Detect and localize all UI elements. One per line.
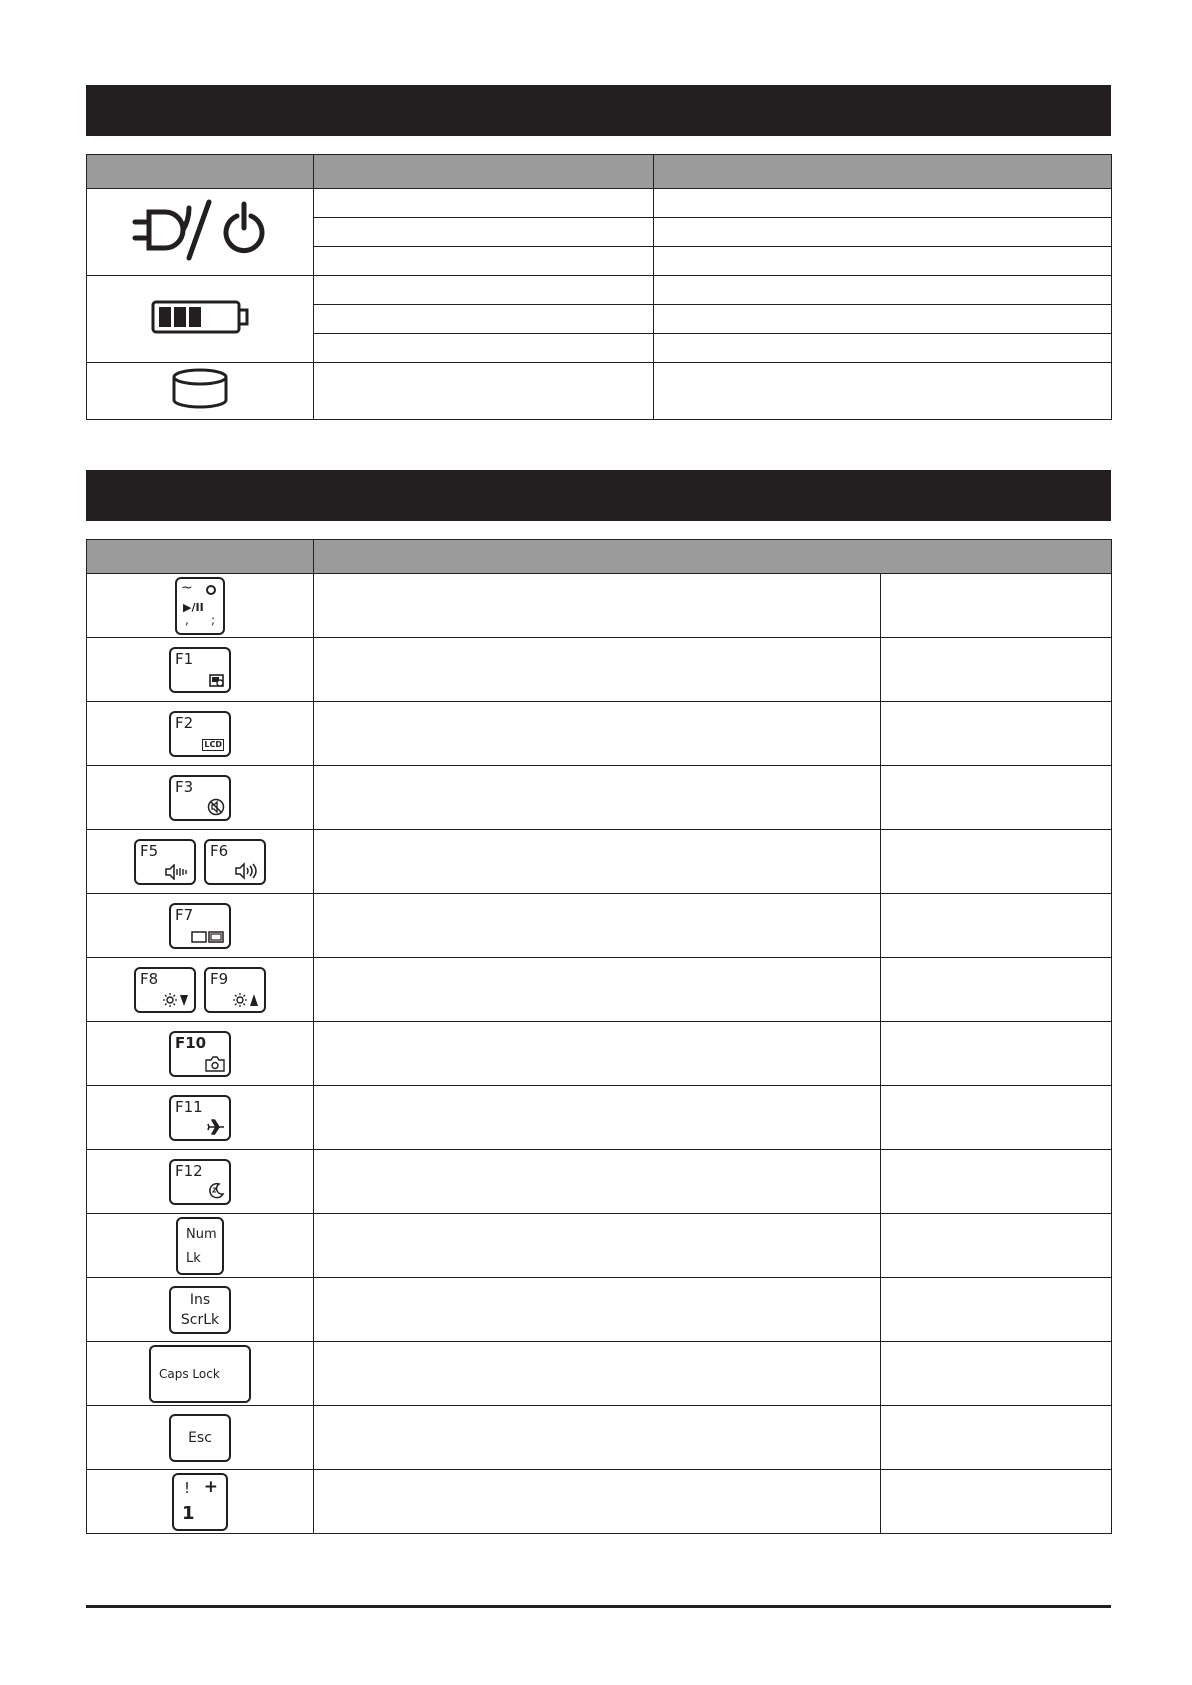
disk-icon-cell <box>87 363 314 420</box>
table-row <box>87 702 1112 766</box>
touchpad-icon <box>209 674 225 688</box>
status-cell <box>314 276 654 305</box>
tilde-media-key: ~ ▶/II , ; <box>175 577 225 635</box>
table-row <box>87 894 1112 958</box>
display-switch-icon <box>191 930 225 944</box>
header-function <box>314 540 1112 574</box>
hotkey-table <box>86 539 1112 1534</box>
description-cell <box>654 247 1112 276</box>
table-row <box>87 1342 1112 1406</box>
header-description <box>654 155 1112 189</box>
dot-icon <box>206 585 216 595</box>
battery-icon-cell <box>87 276 314 363</box>
capslock-key: Caps Lock <box>149 1345 251 1403</box>
status-cell <box>314 363 654 420</box>
f8-key: F8 <box>134 967 196 1013</box>
table-row <box>87 1278 1112 1342</box>
status-cell <box>314 305 654 334</box>
indicator-table <box>86 154 1112 420</box>
hotkey-table-header <box>87 540 1112 574</box>
description-cell <box>654 218 1112 247</box>
airplane-icon <box>207 1118 225 1136</box>
volume-down-icon <box>164 864 190 880</box>
f11-key: F11 <box>169 1095 231 1141</box>
description-cell <box>654 189 1112 218</box>
status-cell <box>314 334 654 363</box>
numlk-key: Num Lk <box>176 1217 224 1275</box>
f2-key: F2 LCD <box>169 711 231 757</box>
header-status <box>314 155 654 189</box>
description-cell <box>654 276 1112 305</box>
table-row <box>87 363 1112 420</box>
volume-up-icon <box>234 862 260 880</box>
description-cell <box>654 334 1112 363</box>
brightness-down-icon <box>162 992 190 1008</box>
brightness-up-icon <box>232 992 260 1008</box>
footer-rule <box>86 1605 1111 1608</box>
sleep-moon-icon <box>207 1182 225 1200</box>
table-row <box>87 1022 1112 1086</box>
f12-key: F12 <box>169 1159 231 1205</box>
semicolon-glyph: ; <box>210 612 215 627</box>
header-key <box>87 540 314 574</box>
f1-key: F1 <box>169 647 231 693</box>
table-row <box>87 574 1112 638</box>
table-row <box>87 189 1112 218</box>
f5-key: F5 <box>134 839 196 885</box>
table-row <box>87 830 1112 894</box>
table-row <box>87 958 1112 1022</box>
table-row <box>87 1086 1112 1150</box>
status-cell <box>314 247 654 276</box>
description-cell <box>654 305 1112 334</box>
table-row <box>87 1214 1112 1278</box>
camera-icon <box>205 1056 225 1072</box>
storage-disk-icon <box>170 367 230 411</box>
description-cell <box>654 363 1112 420</box>
f3-key: F3 <box>169 775 231 821</box>
status-cell <box>314 218 654 247</box>
table-row <box>87 276 1112 305</box>
table-row <box>87 766 1112 830</box>
power-ac-icon <box>125 194 275 266</box>
f7-key: F7 <box>169 903 231 949</box>
f10-key: F10 <box>169 1031 231 1077</box>
table-row <box>87 638 1112 702</box>
section-header-bar-hotkeys <box>86 470 1111 521</box>
status-cell <box>314 189 654 218</box>
header-icon <box>87 155 314 189</box>
mute-icon <box>207 798 225 816</box>
ins-scrlk-key: Ins ScrLk <box>169 1286 231 1334</box>
table-row <box>87 1406 1112 1470</box>
lcd-icon: LCD <box>204 739 222 749</box>
one-key: ! 1 + <box>172 1473 228 1531</box>
comma-glyph: , <box>185 612 189 627</box>
f9-key: F9 <box>204 967 266 1013</box>
f6-key: F6 <box>204 839 266 885</box>
battery-icon <box>150 299 250 335</box>
table-row <box>87 1470 1112 1534</box>
table-row <box>87 1150 1112 1214</box>
esc-key: Esc <box>169 1414 231 1462</box>
indicator-table-header <box>87 155 1112 189</box>
power-icon-cell <box>87 189 314 276</box>
section-header-bar-indicators <box>86 85 1111 136</box>
